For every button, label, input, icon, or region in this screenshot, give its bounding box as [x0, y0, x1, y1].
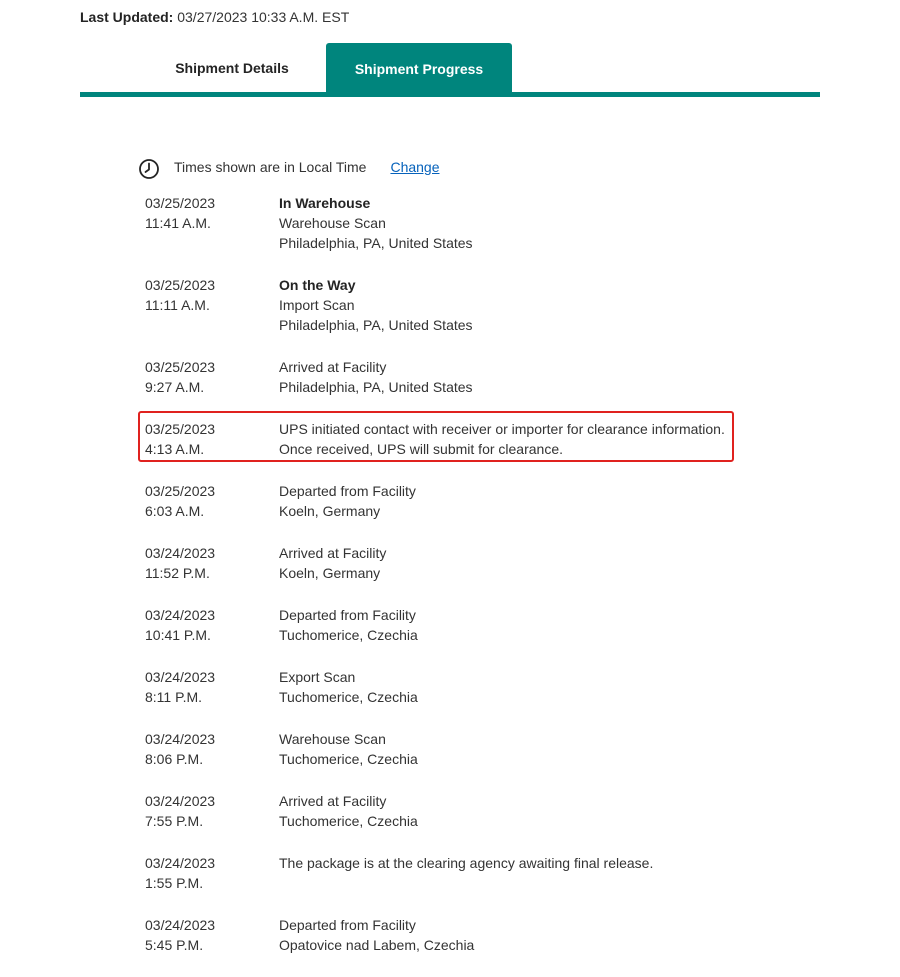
last-updated	[80, 8, 349, 26]
event-time: 11:11 A.M.	[145, 297, 210, 313]
event-details	[279, 729, 745, 769]
event-time: 7:55 P.M.	[145, 813, 204, 829]
event-location: Tuchomerice, Czechia	[279, 813, 418, 829]
event-activity: Export Scan	[279, 669, 356, 685]
event-details	[279, 193, 745, 253]
event-activity: Arrived at Facility	[279, 793, 387, 809]
tab-bar	[80, 43, 820, 97]
event-date: 03/25/2023	[145, 359, 216, 375]
tab-underline	[80, 92, 820, 97]
shipment-progress-list	[145, 193, 745, 977]
event-date: 03/24/2023	[145, 917, 216, 933]
event-location: Koeln, Germany	[279, 565, 381, 581]
event-time: 11:41 A.M.	[145, 215, 211, 231]
progress-event-row	[145, 791, 745, 831]
event-location: Tuchomerice, Czechia	[279, 627, 418, 643]
event-time: 5:45 P.M.	[145, 937, 204, 953]
event-datetime	[145, 419, 279, 459]
progress-event-row	[145, 605, 745, 645]
event-details	[279, 481, 745, 521]
event-location: Philadelphia, PA, United States	[279, 317, 473, 333]
event-details	[279, 853, 745, 893]
timezone-text: Times shown are in Local Time	[174, 159, 367, 175]
event-details	[279, 543, 745, 583]
event-datetime	[145, 275, 279, 335]
event-date: 03/24/2023	[145, 731, 216, 747]
progress-event-row	[145, 915, 745, 955]
clock-icon	[138, 158, 160, 180]
event-datetime	[145, 543, 279, 583]
event-time: 10:41 P.M.	[145, 627, 211, 643]
event-time: 11:52 P.M.	[145, 565, 210, 581]
event-location: Tuchomerice, Czechia	[279, 689, 418, 705]
event-activity: The package is at the clearing agency awaiting final release.	[279, 855, 654, 871]
event-datetime	[145, 667, 279, 707]
progress-event-row	[145, 419, 745, 459]
change-timezone-link[interactable]: Change	[390, 159, 440, 175]
last-updated-value: 03/27/2023 10:33 A.M. EST	[177, 9, 350, 25]
progress-event-row	[145, 729, 745, 769]
event-location: Tuchomerice, Czechia	[279, 751, 418, 767]
event-time: 9:27 A.M.	[145, 379, 205, 395]
event-time: 8:06 P.M.	[145, 751, 204, 767]
event-activity: Arrived at Facility	[279, 359, 387, 375]
event-activity: Departed from Facility	[279, 607, 416, 623]
event-time: 8:11 P.M.	[145, 689, 203, 705]
progress-event-row	[145, 853, 745, 893]
event-location: Opatovice nad Labem, Czechia	[279, 937, 475, 953]
event-location: Once received, UPS will submit for clearance.	[279, 441, 563, 457]
event-activity: Warehouse Scan	[279, 731, 386, 747]
event-location: Philadelphia, PA, United States	[279, 379, 473, 395]
timezone-row	[138, 155, 440, 179]
event-time: 6:03 A.M.	[145, 503, 205, 519]
event-details	[279, 915, 745, 955]
event-status: On the Way	[279, 277, 356, 293]
event-datetime	[145, 481, 279, 521]
event-time: 1:55 P.M.	[145, 875, 204, 891]
event-details	[279, 419, 745, 459]
event-activity: Arrived at Facility	[279, 545, 387, 561]
event-location: Koeln, Germany	[279, 503, 381, 519]
event-datetime	[145, 915, 279, 955]
event-datetime	[145, 357, 279, 397]
event-datetime	[145, 729, 279, 769]
event-date: 03/25/2023	[145, 277, 216, 293]
event-activity: Import Scan	[279, 297, 355, 313]
event-datetime	[145, 791, 279, 831]
event-activity: UPS initiated contact with receiver or importer for clearance information.	[279, 421, 725, 437]
last-updated-label: Last Updated:	[80, 9, 174, 25]
event-date: 03/24/2023	[145, 793, 216, 809]
tab-shipment-details[interactable]: Shipment Details	[175, 59, 289, 76]
event-location: Philadelphia, PA, United States	[279, 235, 473, 251]
progress-event-row	[145, 275, 745, 335]
progress-event-row	[145, 193, 745, 253]
event-datetime	[145, 605, 279, 645]
event-time: 4:13 A.M.	[145, 441, 205, 457]
event-date: 03/24/2023	[145, 855, 216, 871]
event-datetime	[145, 193, 279, 253]
event-date: 03/24/2023	[145, 607, 216, 623]
event-details	[279, 667, 745, 707]
progress-event-row	[145, 357, 745, 397]
event-date: 03/25/2023	[145, 195, 216, 211]
event-date: 03/24/2023	[145, 669, 216, 685]
event-details	[279, 791, 745, 831]
progress-event-row	[145, 667, 745, 707]
event-status: In Warehouse	[279, 195, 371, 211]
event-date: 03/25/2023	[145, 421, 216, 437]
tab-shipment-progress[interactable]: Shipment Progress	[326, 43, 512, 94]
progress-event-row	[145, 543, 745, 583]
event-details	[279, 605, 745, 645]
event-datetime	[145, 853, 279, 893]
event-activity: Warehouse Scan	[279, 215, 386, 231]
event-date: 03/24/2023	[145, 545, 216, 561]
event-details	[279, 275, 745, 335]
event-date: 03/25/2023	[145, 483, 216, 499]
event-activity: Departed from Facility	[279, 917, 416, 933]
progress-event-row	[145, 481, 745, 521]
event-activity: Departed from Facility	[279, 483, 416, 499]
event-details	[279, 357, 745, 397]
